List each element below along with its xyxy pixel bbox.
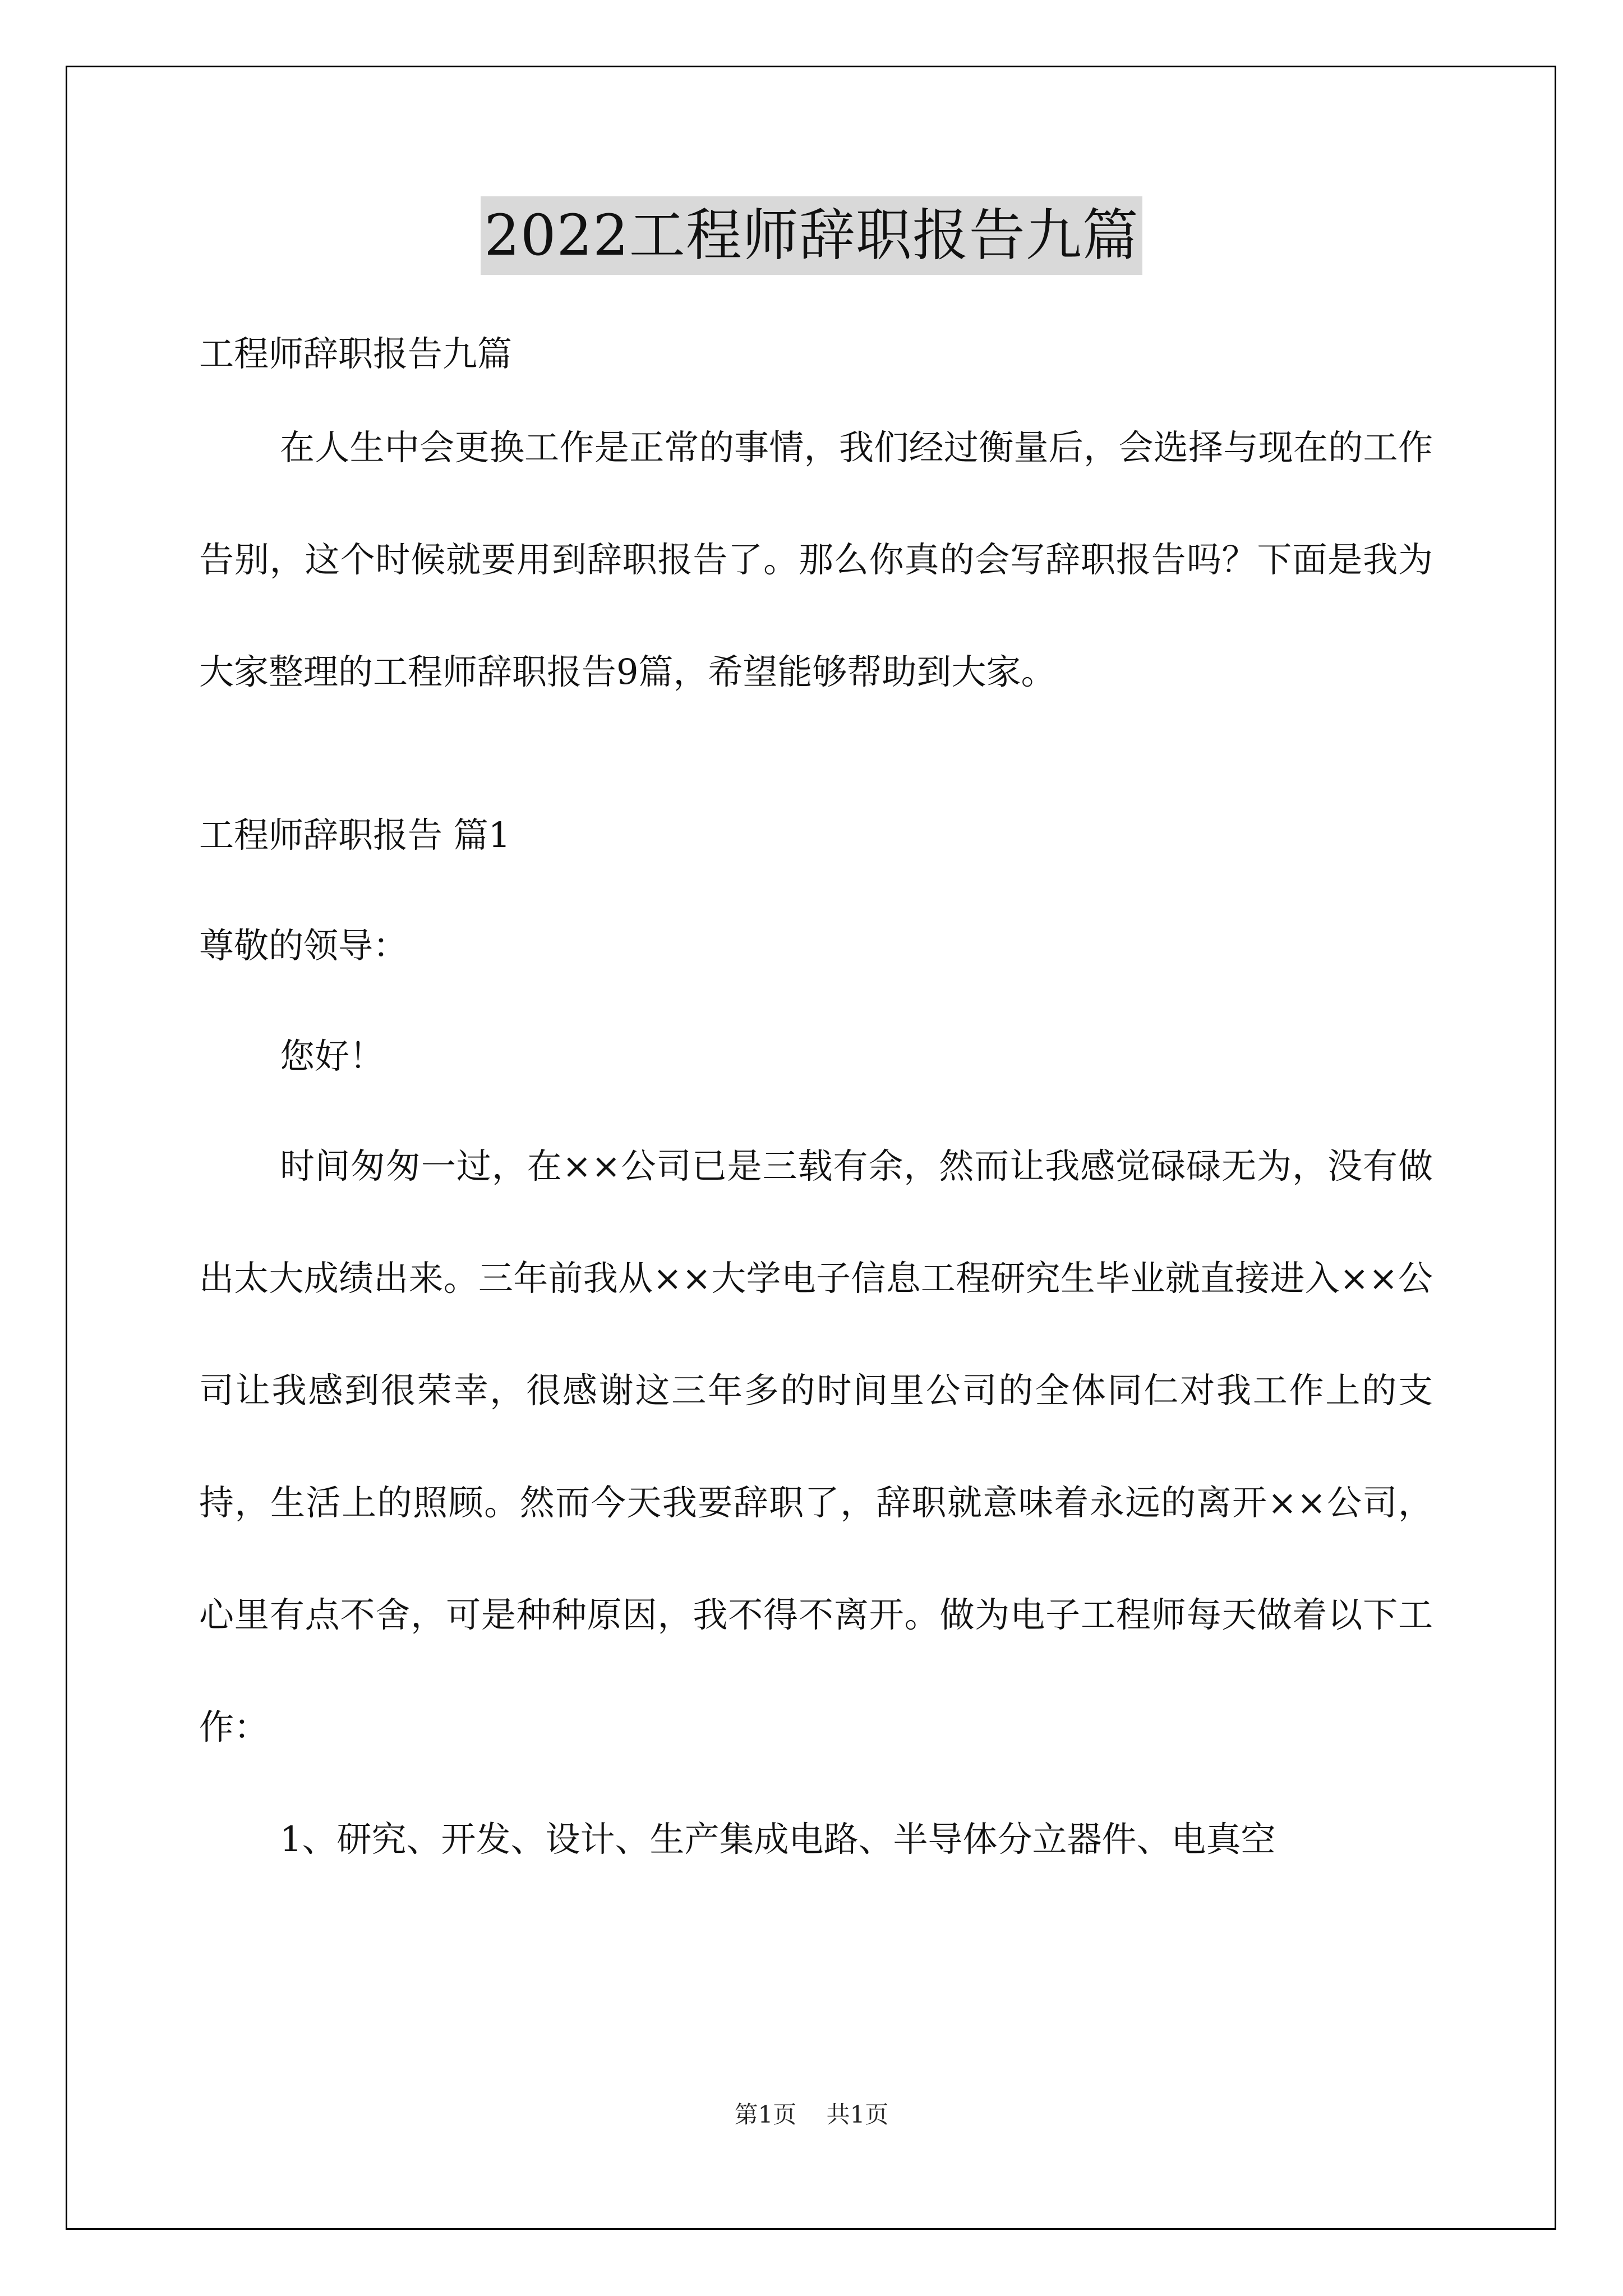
page-number: 第1页 [734,2101,797,2128]
title-container [0,196,1623,275]
intro-paragraph: 在人生中会更换工作是正常的事情，我们经过衡量后，会选择与现在的工作告别，这个时候就要用到辞职报告了。那么你真的会写辞职报告吗？下面是我为大家整理的工程师辞职报告9篇，希望能够帮助到大家。 [199,427,1433,692]
document-body [199,314,1433,1895]
greeting: 您好！ [280,1036,385,1076]
body-paragraph: 1、研究、开发、设计、生产集成电路、半导体分立器件、电真空 [280,1819,1276,1860]
page-footer [0,2098,1623,2132]
page-total: 共1页 [826,2101,889,2128]
body-paragraph: 时间匆匆一过，在××公司已是三载有余，然而让我感觉碌碌无为，没有做出太大成绩出来。三年前我从××大学电子信息工程研究生毕业就直接进入××公司让我感到很荣幸，很感谢这三年多的时间里公司的全体同仁对我工作上的支持，生活上的照顾。然而今天我要辞职了，辞职就意味着永远的离开××公司，心里有点不舍，可是种种原因，我不得不离开。做为电子工程师每天做着以下工作： [199,1145,1433,1747]
document-title: 2022工程师辞职报告九篇 [481,196,1142,275]
section-heading: 工程师辞职报告 篇1 [199,815,511,855]
document-subtitle: 工程师辞职报告九篇 [199,333,513,374]
salutation: 尊敬的领导： [199,925,408,966]
